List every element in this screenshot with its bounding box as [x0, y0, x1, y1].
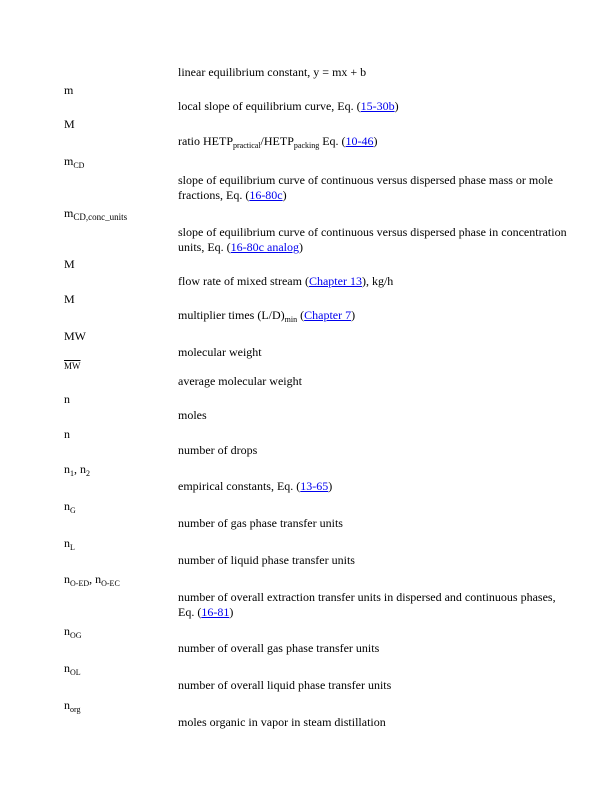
definition: linear equilibrium constant, y = mx + b: [178, 65, 367, 79]
symbol: $m_{CD,conc\_units}$: [64, 206, 128, 222]
symbol: $n_{OL}$: [64, 661, 81, 677]
definition: number of liquid phase transfer units: [178, 553, 355, 567]
equation-link[interactable]: 10-46: [345, 134, 374, 148]
equation-link[interactable]: 16-80c: [249, 188, 283, 202]
definition: ratio $HETP_{practical}/HETP_{packing}$ Eq. (10-46): [178, 134, 378, 150]
definition: number of gas phase transfer units: [178, 516, 343, 530]
definition: number of overall gas phase transfer units: [178, 641, 380, 655]
symbol: m: [64, 83, 74, 97]
equation-link[interactable]: 16-81: [201, 605, 230, 619]
definition: local slope of equilibrium curve, Eq. (15-30b): [178, 99, 399, 113]
symbol: $n_1$, $n_2$: [64, 462, 90, 478]
equation-link[interactable]: 15-30b: [360, 99, 395, 113]
definition: slope of equilibrium curve of continuous versus dispersed phase mass or mole fractions, Eq. (16-80c): [178, 173, 553, 202]
symbol: $n_{OG}$: [64, 624, 82, 640]
chapter-link[interactable]: Chapter 13: [308, 274, 362, 288]
definition: moles organic in vapor in steam distillation: [178, 715, 386, 729]
symbol: $m_{CD}$: [64, 154, 85, 170]
definition: average molecular weight: [178, 374, 302, 388]
symbol: $\overline{MW}$: [64, 361, 81, 371]
definition: slope of equilibrium curve of continuous versus dispersed phase in concentration units, Eq. (16-80c analog): [178, 225, 567, 254]
equation-link[interactable]: 16-80c analog: [230, 240, 299, 254]
equation-link[interactable]: 13-65: [300, 479, 329, 493]
definition: flow rate of mixed stream (Chapter 13), kg/h: [178, 274, 394, 288]
symbol: M: [64, 292, 75, 306]
definition: number of overall extraction transfer units in dispersed and continuous phases, Eq. (16-81): [178, 590, 556, 619]
chapter-link[interactable]: Chapter 7: [304, 308, 352, 322]
symbol: $n_G$: [64, 499, 76, 515]
definition: empirical constants, Eq. (13-65): [178, 479, 333, 493]
definition: molecular weight: [178, 345, 262, 359]
symbol: M: [64, 257, 75, 271]
symbol: n: [64, 392, 70, 406]
definition: moles: [178, 408, 207, 422]
symbol: $n_L$: [64, 536, 75, 552]
definition: number of overall liquid phase transfer units: [178, 678, 392, 692]
symbol: n: [64, 427, 70, 441]
symbol: MW: [64, 329, 86, 343]
symbol: M: [64, 117, 75, 131]
definition: number of drops: [178, 443, 258, 457]
symbol: $n_{org}$: [64, 698, 81, 714]
definition: multiplier times $(L/D)_{min}$ (Chapter 7): [178, 308, 356, 324]
symbol: $n_{O-ED}$, $n_{O-EC}$: [64, 572, 120, 588]
